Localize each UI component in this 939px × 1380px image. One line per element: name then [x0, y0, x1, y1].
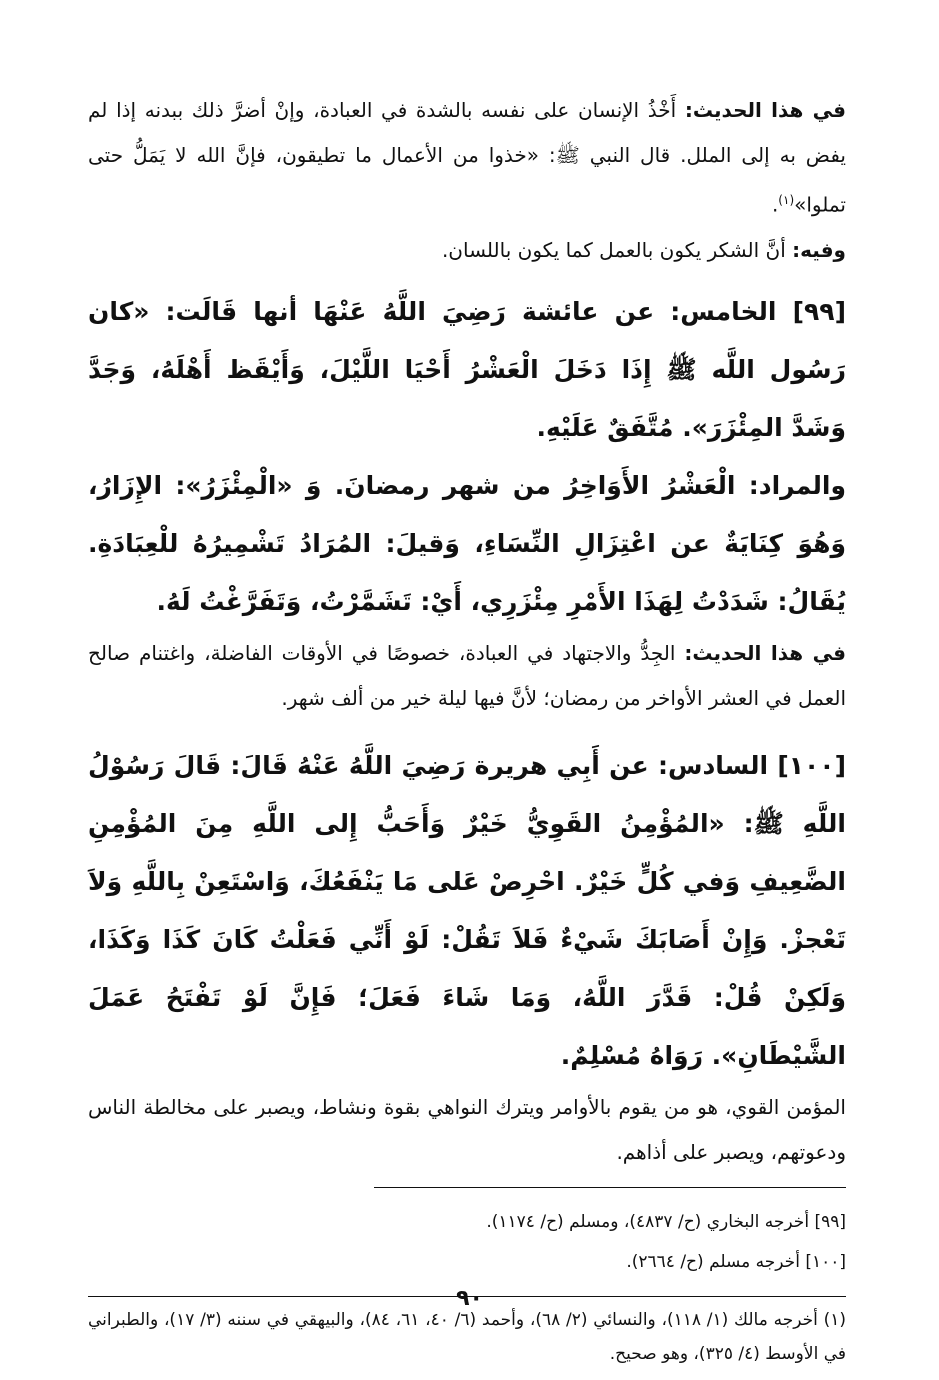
- commentary-text: أَخْذُ الإنسان على نفسه بالشدة في العبادة، وإنْ أضرَّ ذلك ببدنه إذا لم يفض به إلى الملل. قال النبي ﷺ: «خذوا من الأعمال ما تطيقون، فإنَّ الله لا يَمَلُّ حتى تملوا»: [88, 98, 846, 217]
- commentary-paragraph-2: [88, 631, 846, 721]
- page-body: [88, 88, 846, 1371]
- reference-item: [١٠٠] أخرجه مسلم (ح/ ٢٦٦٤).: [626, 1251, 846, 1272]
- commentary-paragraph: [88, 88, 846, 228]
- hadith-100: [١٠٠] السادس: عن أَبِي هريرة رَضِيَ اللَّهُ عَنْهُ قَالَ: قَالَ رَسُوْلُ اللَّهِ ﷺ: «المُؤْمِنُ القَوِيُّ خَيْرٌ وَأَحَبُّ إِلى اللَّهِ مِنَ المُؤْمِنِ الضَّعِيفِ وَفي كُلٍّ خَيْرٌ. احْرِصْ عَلى مَا يَنْفَعُكَ، وَاسْتَعِنْ بِاللَّهِ وَلاَ تَعْجزْ. وَإِنْ أَصَابَكَ شَيْءٌ فَلاَ تَقُلْ: لَوْ أَنِّي فَعَلْتُ كَانَ كَذَا وَكَذَا، وَلَكِنْ قُلْ: قَدَّرَ اللَّهُ، وَمَا شَاءَ فَعَلَ؛ فَإِنَّ لَوْ تَفْتَحُ عَمَلَ الشَّيْطَانِ». رَوَاهُ مُسْلِمٌ.: [88, 750, 846, 1070]
- references-divider: [374, 1187, 846, 1188]
- commentary-text-2: الجِدُّ والاجتهاد في العبادة، خصوصًا في الأوقات الفاضلة، واغتنام صالح العمل في العشر الأواخر من رمضان؛ لأنَّ فيها ليلة خير من ألف شهر.: [88, 640, 846, 710]
- commentary-lead-2: في هذا الحديث:: [684, 640, 847, 665]
- commentary-lead: في هذا الحديث:: [684, 98, 847, 122]
- references-list: [88, 1202, 846, 1282]
- commentary-end: .: [771, 192, 779, 217]
- page-number: ٩٠: [456, 1286, 483, 1311]
- commentary-paragraph-3: المؤمن القوي، هو من يقوم بالأوامر ويترك النواهي بقوة ونشاط، ويصبر على مخالطة الناس ودعوتهم، ويصبر على أذاهم.: [88, 1094, 846, 1164]
- benefit-text: أنَّ الشكر يكون بالعمل كما يكون باللسان.: [441, 237, 793, 262]
- footnote-mark[interactable]: (١): [778, 193, 795, 207]
- footnote: (١) أخرجه مالك (١/ ١١٨)، والنسائي (٢/ ٦٨)، وأحمد (٦/ ٤٠، ٦١، ٨٤)، والبيهقي في سننه (٣/ ١٧)، والطبراني في الأوسط (٤/ ٣٢٥)، وهو صحيح.: [88, 1309, 846, 1364]
- benefit-lead: وفيه:: [792, 237, 846, 262]
- benefit-paragraph: [88, 228, 846, 273]
- reference-item: [٩٩] أخرجه البخاري (ح/ ٤٨٣٧)، ومسلم (ح/ ١١٧٤).: [486, 1211, 846, 1232]
- hadith-99-explanation: والمراد: الْعَشْرُ الأَوَاخِرُ من شهر رمضانَ. وَ «الْمِئْزَرُ»: الإِزَارُ، وَهُوَ كِنَايَةٌ عن اعْتِزَالِ النِّسَاءِ، وَقيلَ: المُرَادُ تَشْمِيرُهُ للْعِبَادَةِ. يُقَالُ: شَدَدْتُ لِهَذَا الأَمْرِ مِئْزَرِي، أَيْ: تَشَمَّرْتُ، وَتَفَرَّغْتُ لَهُ.: [88, 470, 846, 616]
- hadith-99: [٩٩] الخامس: عن عائشة رَضِيَ اللَّهُ عَنْهَا أنها قَالَت: «كان رَسُول اللَّه ﷺ إِذَا دَخَلَ الْعَشْرُ أَحْيَا اللَّيْلَ، وَأَيْقَظ أَهْلَهُ، وَجَدَّ وَشَدَّ المِئْزَرَ». مُتَّفَقٌ عَلَيْهِ.: [88, 296, 846, 442]
